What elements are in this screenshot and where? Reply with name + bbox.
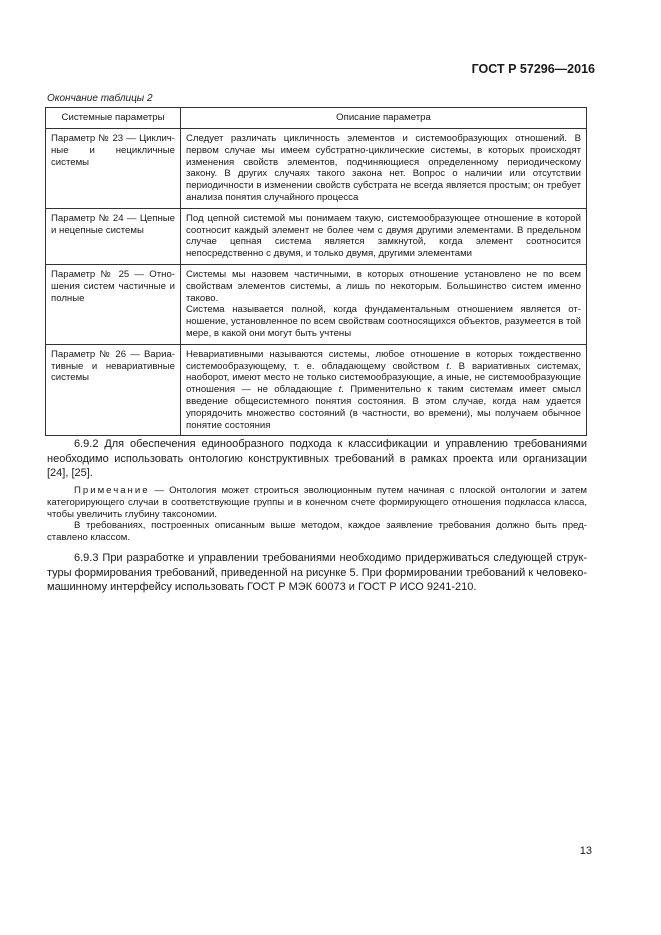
column-header-description: Описание параметра (181, 108, 587, 129)
note-text: Онтология может строиться эволюционным путем начиная с плоской онтологии и затем категорирующего случаи в соответствующие группы и в конечном счете формирующего отношения подкласса класса, чтобы увеличить глубину таксономии. (47, 485, 587, 520)
page-number: 13 (579, 845, 592, 857)
parameter-cell: Параметр № 26 — Вариативные и невариативные системы (46, 344, 181, 436)
system-parameters-table (45, 107, 587, 436)
description-text: . В вариативных системах, наоборот, имеют место не только системообразующие, а иные, не системообразующие отношения — не обладающие (186, 360, 581, 396)
table-header-row (46, 108, 587, 129)
note-paragraph-2: В требованиях, построенных описанным выше методом, каждое заявление требования должно быть представлено классом. (47, 520, 587, 544)
description-text: Невариативными называются системы, любое отношение в которых тождественно системообразующему, т. е. обладающему свойством (186, 348, 581, 372)
parameter-cell: Параметр № 24 — Цепные и нецепные системы (46, 208, 181, 264)
standard-number: ГОСТ Р 57296—2016 (471, 62, 595, 76)
table-row (46, 344, 587, 436)
table-row (46, 264, 587, 344)
parameter-cell: Параметр № 23 — Циклич- ные и нецикличные системы (46, 129, 181, 209)
note-dash: — (149, 485, 170, 496)
clause-6-9-3 (47, 551, 587, 595)
paragraph-6-9-2: 6.9.2 Для обеспечения единообразного подхода к классификации и управлению требованиями необходимо использовать онтологию конструктивных требований в рамках проекта или организации [24], [25]. (47, 438, 587, 479)
table-row (46, 208, 587, 264)
description-cell (181, 264, 587, 344)
description-cell (181, 344, 587, 436)
description-paragraph: Система называется полной, когда фундаментальным отношением является отношение, установленное по всем свойствам соотносящихся объектов, разумеется в той мере, в какой они могут быть учтены (186, 304, 581, 339)
description-paragraph: Системы мы назовем частичными, в которых отношение установлено не по всем свойствам элементов системы, а лишь по некоторым. Большинство систем именно таково. (186, 268, 581, 304)
note-paragraph (47, 485, 587, 520)
description-text: . Применительно к таким системам имеет смысл введение общесистемного понятия состояния. В этом случае, когда нам удается упорядочить множество состояний (в частности, во времени), мы получаем обычное понятие состояния (186, 384, 582, 431)
note-block (47, 485, 587, 544)
description-cell: Следует различать цикличность элементов и системообразующих отношений. В первом случае мы имеем субстратно-циклические системы, в которых происходят изменения свойств элементов, подчиняющиеся определенному периодическому закону. В других случаях такого закона нет. Вопрос о наличии или отсутствии периодичности в изменении свойств субстрата не всегда является простым; он требует анализа понятия случайного процесса (181, 129, 587, 209)
clause-6-9-2 (47, 437, 587, 481)
table-caption: Окончание таблицы 2 (47, 93, 153, 104)
property-symbol: t (446, 360, 449, 372)
table-row (46, 129, 587, 209)
parameter-cell: Параметр № 25 — Отношения систем частичные и полные (46, 264, 181, 344)
note-label: Примечание (74, 485, 150, 496)
column-header-parameters: Системные параметры (46, 108, 181, 129)
description-cell: Под цепной системой мы понимаем такую, системообразующее отношение в которой соотносит каждый элемент не более чем с двумя другими элементами. В предельном случае цепная система является замкнутой, когда элемент соотносится непосредственно с двумя, и только двумя, другими элементами (181, 208, 587, 264)
paragraph-6-9-3: 6.9.3 При разработке и управлении требованиями необходимо придерживаться следующей структуры формирования требований, приведенной на рисунке 5. При формировании требований к человеко-машинному интерфейсу использовать ГОСТ Р МЭК 60073 и ГОСТ Р ИСО 9241-210. (47, 552, 587, 593)
property-symbol: t (338, 384, 342, 396)
